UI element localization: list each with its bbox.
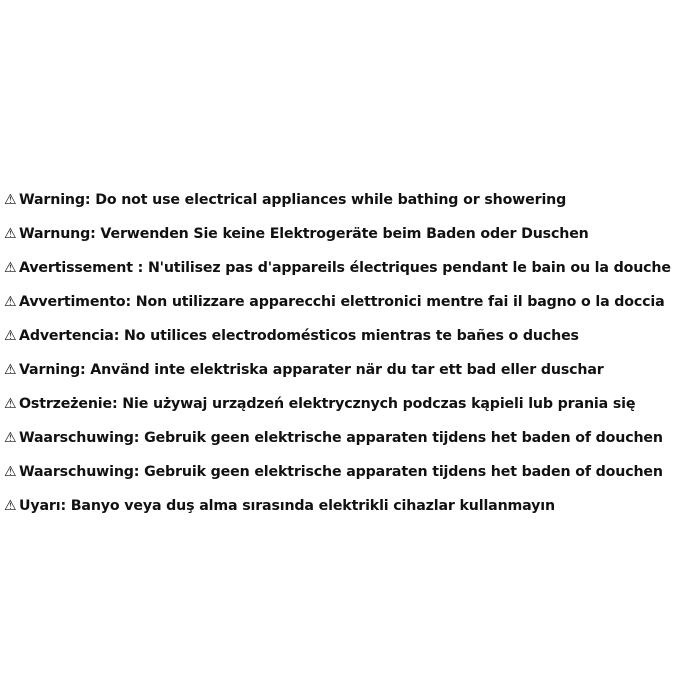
warning-text: Ostrzeżenie: Nie używaj urządzeń elektrycznych podczas kąpieli lub prania się [19,396,636,412]
warning-line-sv [4,353,700,387]
warning-triangle-icon: ⚠ [4,226,17,242]
warning-text: Avvertimento: Non utilizzare apparecchi elettronici mentre fai il bagno o la doccia [19,294,665,310]
warning-triangle-icon: ⚠ [4,396,17,412]
warning-text: Warnung: Verwenden Sie keine Elektrogeräte beim Baden oder Duschen [19,226,589,242]
warning-line-es [4,319,700,353]
warning-line-nl [4,421,700,455]
warning-line-en [4,183,700,217]
warning-triangle-icon: ⚠ [4,294,17,310]
warning-text: Avertissement : N'utilisez pas d'appareils électriques pendant le bain ou la douche [19,260,671,276]
warning-triangle-icon: ⚠ [4,362,17,378]
warning-list [4,183,700,523]
warning-text: Waarschuwing: Gebruik geen elektrische apparaten tijdens het baden of douchen [19,464,663,480]
warning-line-it [4,285,700,319]
warning-triangle-icon: ⚠ [4,430,17,446]
warning-text: Waarschuwing: Gebruik geen elektrische apparaten tijdens het baden of douchen [19,430,663,446]
warning-line-pl [4,387,700,421]
warning-line-fr [4,251,700,285]
warning-text: Advertencia: No utilices electrodomésticos mientras te bañes o duches [19,328,579,344]
warning-triangle-icon: ⚠ [4,192,17,208]
warning-triangle-icon: ⚠ [4,498,17,514]
warning-text: Varning: Använd inte elektriska apparater när du tar ett bad eller duschar [19,362,604,378]
warning-line-tr [4,489,700,523]
warning-triangle-icon: ⚠ [4,464,17,480]
warning-line-nl-repeat [4,455,700,489]
warning-triangle-icon: ⚠ [4,328,17,344]
warning-text: Warning: Do not use electrical appliances while bathing or showering [19,192,567,208]
warning-text: Uyarı: Banyo veya duş alma sırasında elektrikli cihazlar kullanmayın [19,498,555,514]
warning-triangle-icon: ⚠ [4,260,17,276]
warning-line-de [4,217,700,251]
